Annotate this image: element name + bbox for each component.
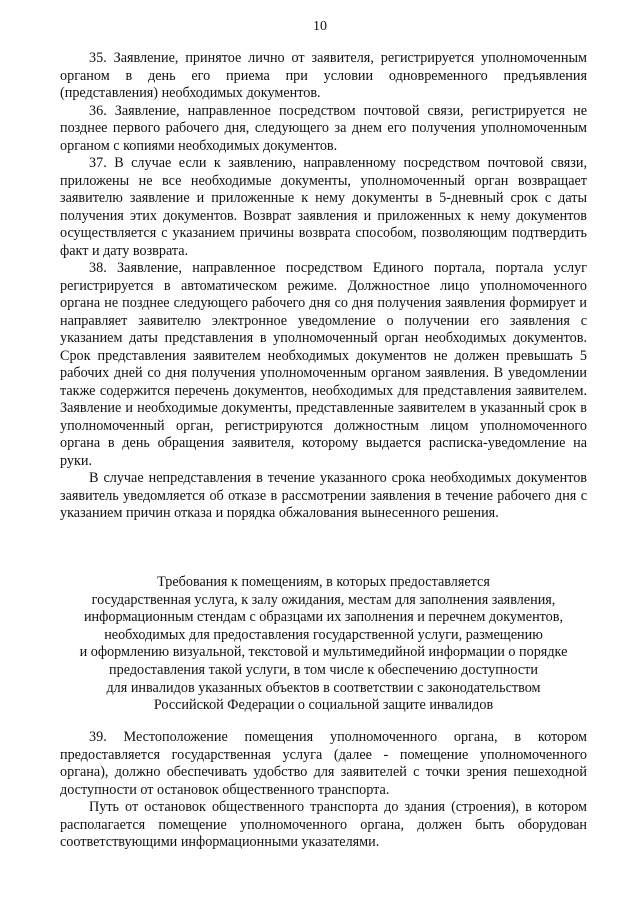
paragraph-39-continuation: Путь от остановок общественного транспорта до здания (строения), в котором располагается помещение уполномоченного органа, должен быть оборудован соответствующими информационными указателями. [60, 799, 587, 850]
heading-line: государственная услуга, к залу ожидания, местам для заполнения заявления, [91, 591, 556, 608]
heading-line: информационным стендам с образцами их заполнения и перечнем документов, [83, 609, 564, 626]
document-body [60, 50, 587, 523]
paragraph-38: 38. Заявление, направленное посредством Единого портала, портала услуг регистрируется в автоматическом режиме. Должностное лицо уполномоченного органа не позднее следующего рабочего дня со дня получения заявления формирует и направляет заявителю электронное уведомление о получении его заявления с указанием даты представления в уполномоченный орган необходимых документов. Срок представления заявителем необходимых документов не должен превышать 5 рабочих дней со дня получения уполномоченным органом заявления. В уведомлении также содержится перечень документов, необходимых для представления заявителем. Заявление и необходимые документы, представленные заявителем в указанный срок в уполномоченный орган, регистрируются должностным лицом уполномоченного органа в день обращения заявителя, которому выдается расписка-уведомление на руки. [60, 260, 587, 469]
heading-line: для инвалидов указанных объектов в соответствии с законодательством [106, 679, 541, 696]
section-heading [60, 574, 587, 715]
paragraph-36: 36. Заявление, направленное посредством почтовой связи, регистрируется не позднее первого рабочего дня, следующего за днем его получения уполномоченным органом с копиями необходимых документов. [60, 102, 587, 154]
paragraph-39: 39. Местоположение помещения уполномоченного органа, в котором предоставляется государственная услуга (далее - помещение уполномоченного органа), должно обеспечивать удобство для заявителей с точки зрения пешеходной доступности от остановок общественного транспорта. [60, 729, 587, 798]
paragraph-37: 37. В случае если к заявлению, направленному посредством почтовой связи, приложены не все необходимые документы, уполномоченный орган возвращает заявителю заявление и приложенные к нему документы в 5-дневный срок с даты получения этих документов. Возврат заявления и приложенных к нему документов осуществляется с указанием причины возврата способом, позволяющим подтвердить факт и дату возврата. [60, 155, 587, 259]
page-number: 10 [313, 19, 327, 34]
paragraph-35: 35. Заявление, принятое лично от заявителя, регистрируется уполномоченным органом в день его приема при условии одновременного предъявления (представления) необходимых документов. [60, 50, 587, 101]
heading-line: необходимых для предоставления государственной услуги, размещению [104, 626, 543, 643]
heading-line: Российской Федерации о социальной защите инвалидов [153, 697, 494, 714]
heading-line: предоставления такой услуги, в том числе к обеспечению доступности [109, 661, 538, 678]
paragraph-38-continuation: В случае непредставления в течение указанного срока необходимых документов заявитель уведомляется об отказе в рассмотрении заявления в течение рабочего дня с указанием причин отказа и порядка обжалования вынесенного решения. [60, 470, 587, 521]
heading-line: и оформлению визуальной, текстовой и мультимедийной информации о порядке [79, 644, 568, 661]
document-body-continued [60, 729, 587, 852]
heading-line: Требования к помещениям, в которых предоставляется [157, 574, 490, 590]
